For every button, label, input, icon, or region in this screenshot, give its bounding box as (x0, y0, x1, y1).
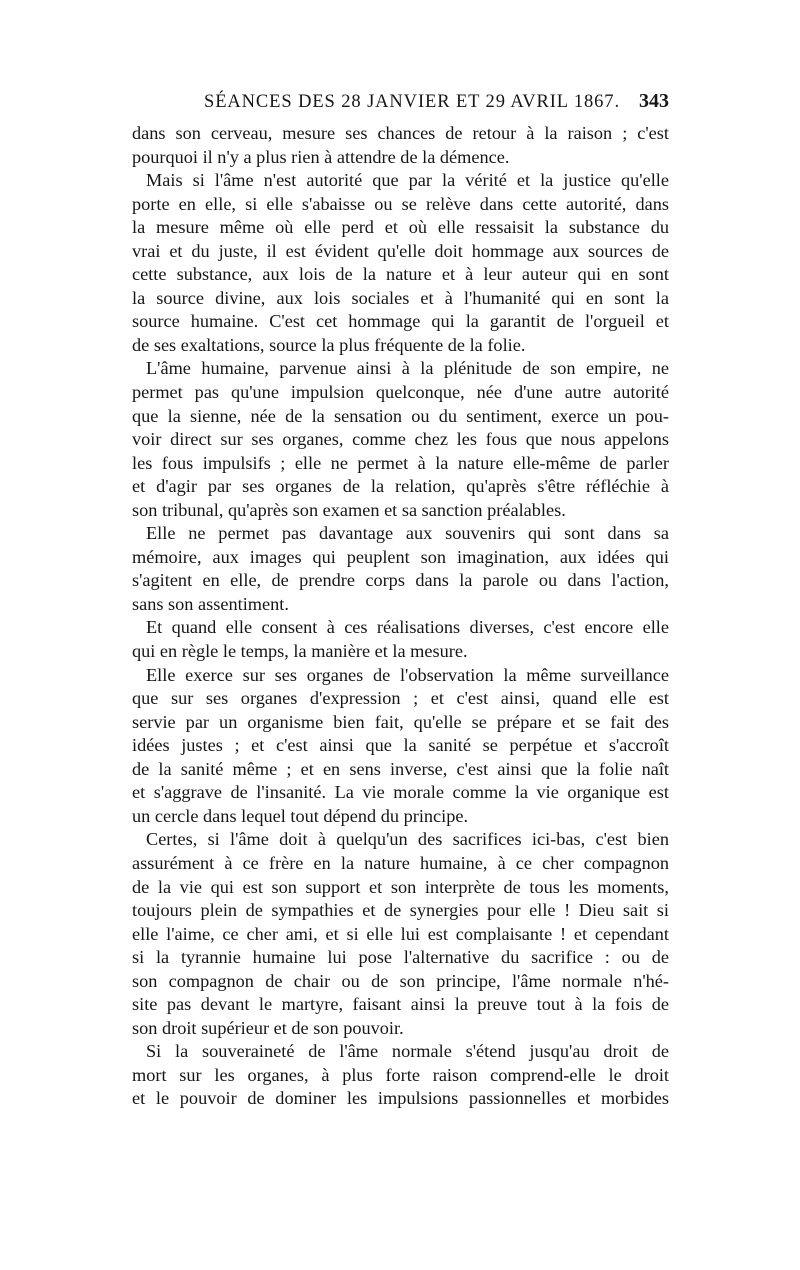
text-line: Elle ne permet pas davantage aux souvenirs qui sont dans sa (146, 523, 669, 544)
text-line: toujours plein de sympathies et de synergies pour elle ! Dieu sait si (132, 900, 669, 921)
text-line: pourquoi il n'y a plus rien à attendre de la démence. (132, 146, 510, 167)
text-line: porte en elle, si elle s'abaisse ou se relève dans cette autorité, dans (132, 193, 669, 214)
text-line: Mais si l'âme n'est autorité que par la vérité et la justice qu'elle (146, 170, 669, 191)
text-line: si la tyrannie humaine lui pose l'alternative du sacrifice : ou de (132, 947, 669, 968)
text-line: site pas devant le martyre, faisant ainsi la preuve tout à la fois de (132, 994, 669, 1015)
text-line: cette substance, aux lois de la nature et à leur auteur qui en sont (132, 264, 669, 285)
text-line: mémoire, aux images qui peuplent son imagination, aux idées qui (132, 546, 669, 567)
text-line: que sur ses organes d'expression ; et c'est ainsi, quand elle est (132, 688, 669, 709)
text-line: Et quand elle consent à ces réalisations diverses, c'est encore elle (146, 617, 669, 638)
text-line: dans son cerveau, mesure ses chances de retour à la raison ; c'est (132, 123, 669, 143)
text-line: Elle exerce sur ses organes de l'observation la même surveillance (146, 664, 669, 685)
text-line: idées justes ; et c'est ainsi que la sanité se perpétue et s'accroît (132, 735, 669, 756)
text-line: et le pouvoir de dominer les impulsions passionnelles et morbides (132, 1088, 669, 1109)
running-head (132, 88, 669, 116)
text-line: source humaine. C'est cet hommage qui la garantit de l'orgueil et (132, 311, 669, 332)
text-line: L'âme humaine, parvenue ainsi à la plénitude de son empire, ne (146, 358, 669, 379)
text-line: et d'agir par ses organes de la relation, qu'après s'être réfléchie à (132, 476, 669, 497)
body-text (132, 122, 669, 1111)
text-line: la source divine, aux lois sociales et à l'humanité qui en sont la (132, 287, 669, 308)
text-line: de la sanité même ; et en sens inverse, c'est ainsi que la folie naît (132, 758, 669, 779)
text-line: et s'aggrave de l'insanité. La vie morale comme la vie organique est (132, 782, 669, 803)
text-line: sans son assentiment. (132, 593, 289, 614)
text-line: son tribunal, qu'après son examen et sa sanction préalables. (132, 499, 566, 520)
text-line: un cercle dans lequel tout dépend du principe. (132, 805, 469, 826)
text-line: qui en règle le temps, la manière et la mesure. (132, 641, 468, 662)
page-number: 343 (639, 90, 669, 112)
text-line: Certes, si l'âme doit à quelqu'un des sacrifices ici-bas, c'est bien (146, 829, 669, 850)
text-line: que la sienne, née de la sensation ou du sentiment, exerce un pou- (132, 405, 669, 426)
text-line: les fous impulsifs ; elle ne permet à la nature elle-même de parler (132, 452, 669, 473)
text-line: son compagnon de chair ou de son principe, l'âme normale n'hé- (132, 970, 669, 991)
text-line: voir direct sur ses organes, comme chez les fous que nous appelons (132, 429, 669, 450)
text-line: de ses exaltations, source la plus fréquente de la folie. (132, 334, 526, 355)
text-line: vrai et du juste, il est évident qu'elle doit hommage aux sources de (132, 240, 669, 261)
text-line: permet pas qu'une impulsion quelconque, née d'une autre autorité (132, 382, 669, 403)
text-line: servie par un organisme bien fait, qu'elle se prépare et se fait des (132, 711, 669, 732)
text-line: elle l'aime, ce cher ami, et si elle lui est complaisante ! et cependant (132, 923, 669, 944)
running-title: SÉANCES DES 28 JANVIER ET 29 AVRIL 1867. (204, 92, 620, 112)
text-line: assurément à ce frère en la nature humaine, à ce cher compagnon (132, 852, 669, 873)
text-line: son droit supérieur et de son pouvoir. (132, 1017, 404, 1038)
text-line: de la vie qui est son support et son interprète de tous les moments, (132, 876, 669, 897)
text-line: s'agitent en elle, de prendre corps dans la parole ou dans l'action, (132, 570, 669, 591)
text-line: la mesure même où elle perd et où elle ressaisit la substance du (132, 217, 669, 238)
text-line: mort sur les organes, à plus forte raison comprend-elle le droit (132, 1064, 669, 1085)
text-line: Si la souveraineté de l'âme normale s'étend jusqu'au droit de (146, 1041, 669, 1062)
